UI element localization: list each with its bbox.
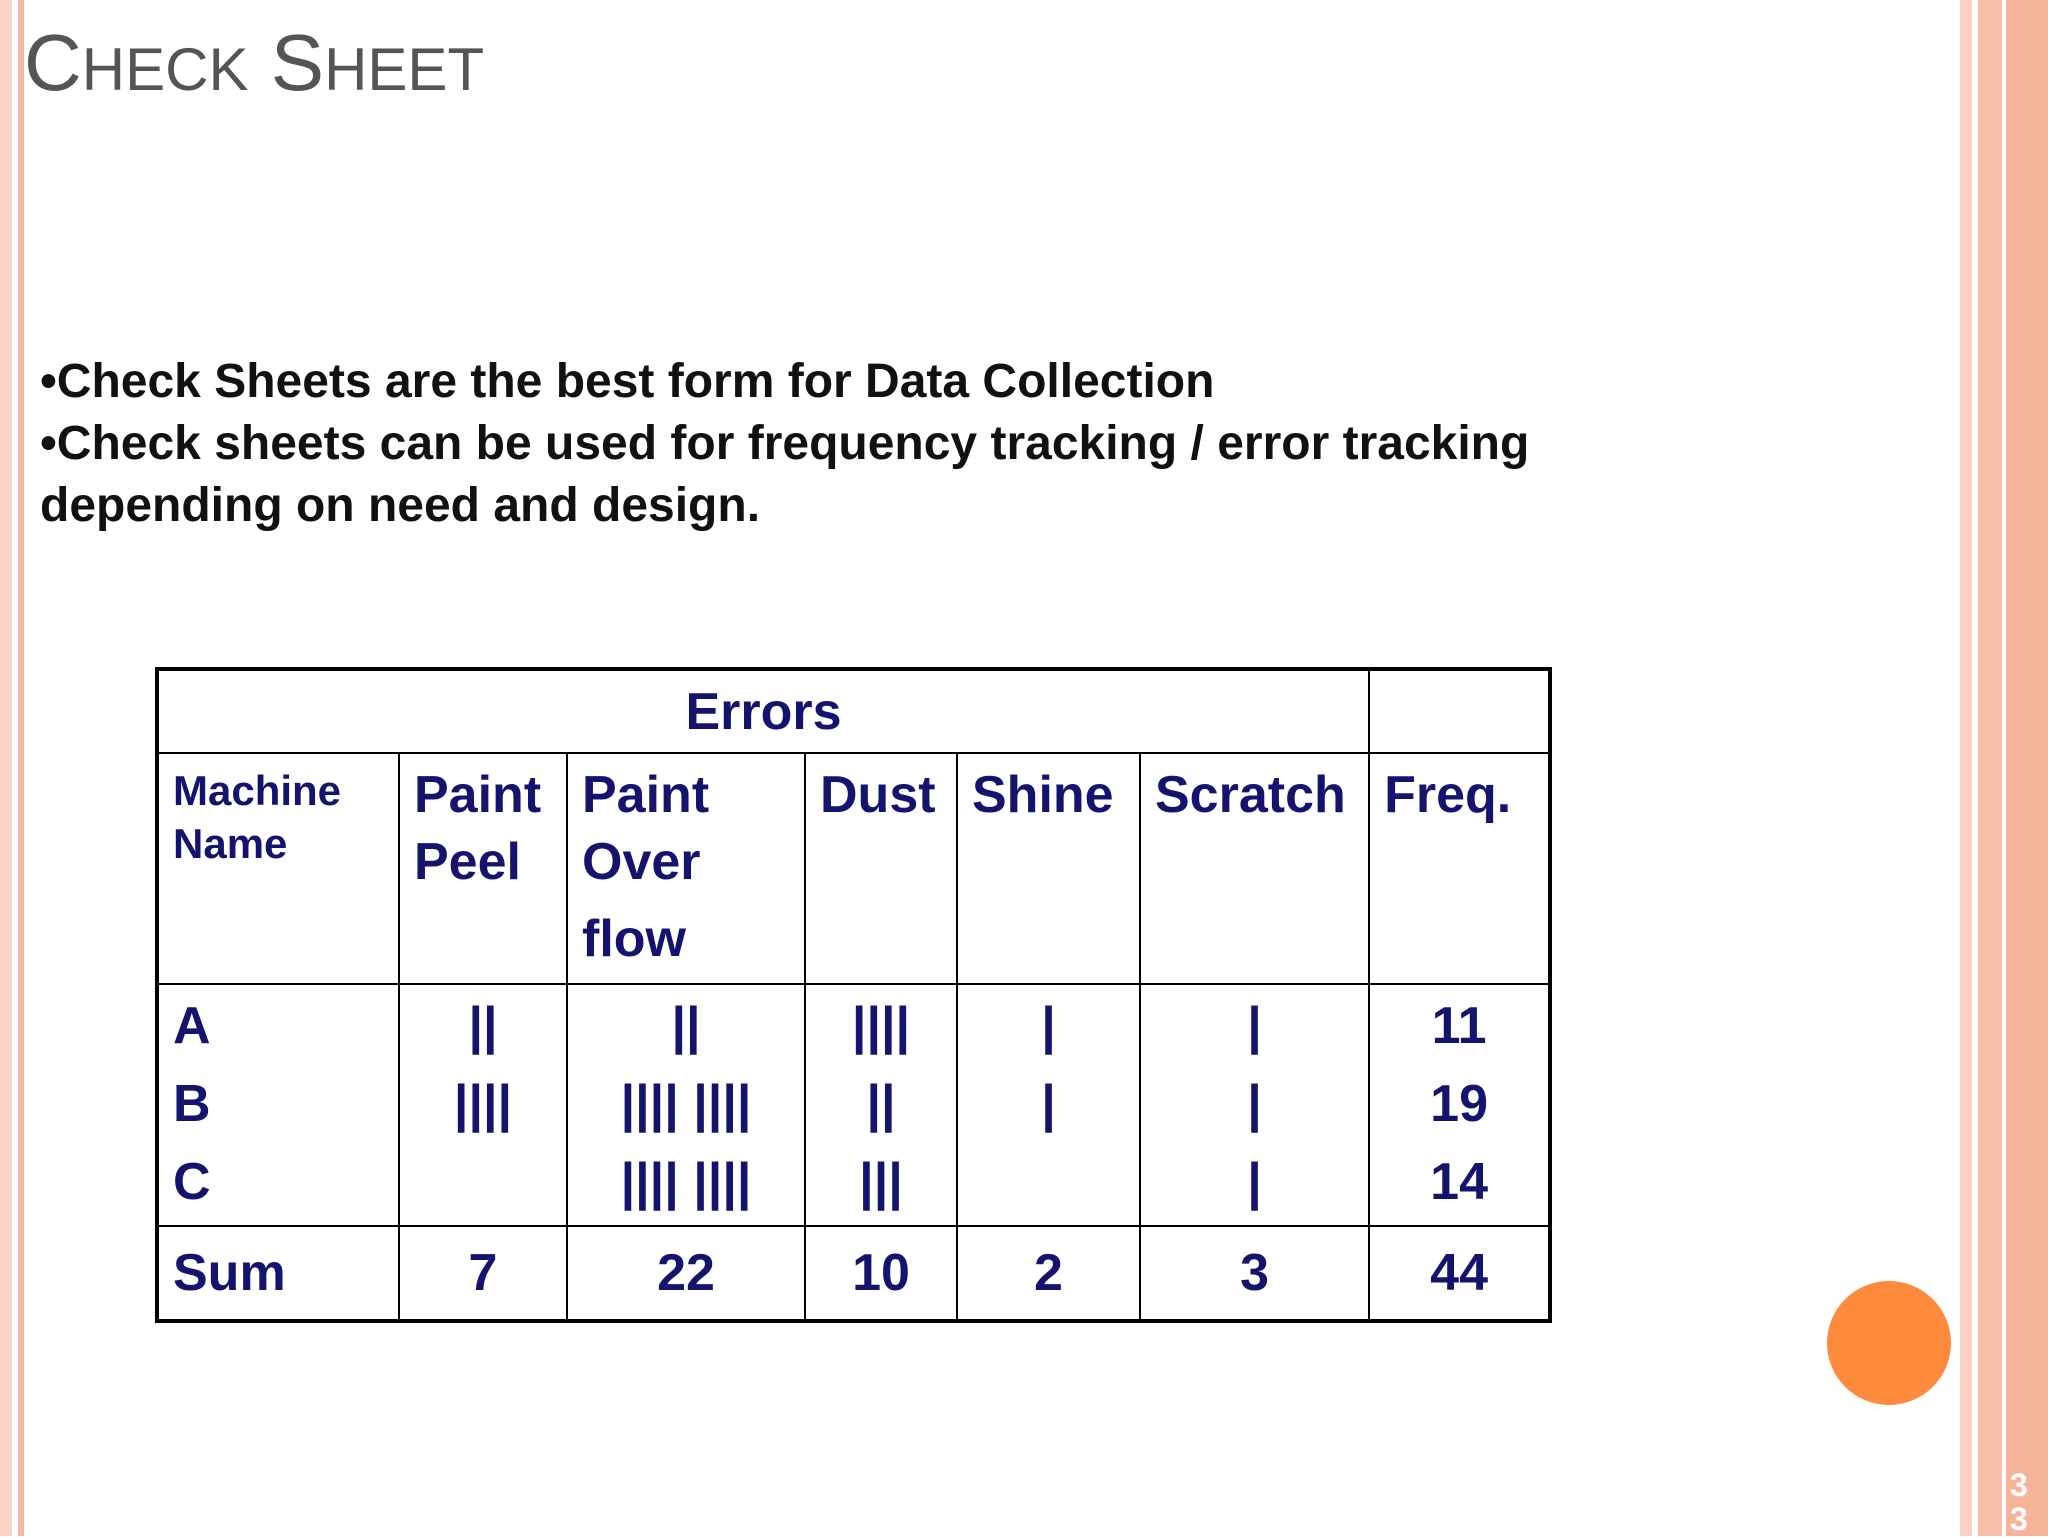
freq-value: 14 [1430,1153,1488,1211]
check-sheet-table [155,667,1552,1323]
paint-peel-tally-cell [399,984,567,1226]
sum-row [157,1226,1550,1321]
sum-shine: 2 [957,1226,1140,1321]
right-border-band-inner [2006,0,2048,1536]
machine-name-header: Machine Name [157,753,399,984]
sum-scratch: 3 [1140,1226,1369,1321]
freq-value: 19 [1430,1075,1488,1133]
paint-over-flow-header: Paint Over flow [567,753,805,984]
sum-paint-peel: 7 [399,1226,567,1321]
right-border-band-main [1978,0,2002,1536]
tally-mark: || [468,997,498,1055]
tally-mark: |||| [453,1075,513,1133]
tally-mark: | [1247,1075,1262,1133]
scratch-tally-cell [1140,984,1369,1226]
tally-mark: |||| |||| [620,1075,752,1133]
paint-peel-header: Paint Peel [399,753,567,984]
dust-header: Dust [805,753,957,984]
tally-mark: |||| [851,997,911,1055]
tally-mark: | [1041,1075,1056,1133]
left-border-stripe [0,0,12,1536]
tally-mark: | [1247,997,1262,1055]
right-border-band-outer [1960,0,1972,1536]
shine-header: Shine [957,753,1140,984]
tally-mark: |||| |||| [620,1153,752,1211]
tally-mark: | [1041,997,1056,1055]
left-border-line [18,0,24,1536]
paint-over-flow-tally-cell [567,984,805,1226]
bullet-item: •Check Sheets are the best form for Data Collection [40,355,1215,408]
tally-mark: | [1247,1153,1262,1211]
freq-header: Freq. [1369,753,1550,984]
machine-label: C [173,1153,211,1211]
slide-title: CHECK SHEET [24,18,485,107]
errors-group-header: Errors [157,669,1369,753]
bullet-list [40,351,1700,537]
tally-mark: || [866,1075,896,1133]
column-header-row [157,753,1550,984]
tally-mark [958,1143,1139,1221]
sum-label: Sum [157,1226,399,1321]
tally-mark: ||| [859,1153,903,1211]
group-header-row [157,669,1550,753]
empty-header-cell [1369,669,1550,753]
sum-dust: 10 [805,1226,957,1321]
tally-row [157,984,1550,1226]
tally-mark [400,1143,566,1221]
sum-freq: 44 [1369,1226,1550,1321]
freq-values-cell [1369,984,1550,1226]
decorative-orange-circle [1827,1281,1951,1405]
machine-label: A [173,997,211,1055]
scratch-header: Scratch [1140,753,1369,984]
tally-mark: || [671,997,701,1055]
bullet-item: •Check sheets can be used for frequency tracking / error tracking depending on need and design. [40,417,1530,532]
freq-value: 11 [1431,997,1487,1055]
machine-labels-cell [157,984,399,1226]
machine-label: B [173,1075,211,1133]
dust-tally-cell [805,984,957,1226]
slide-page-number: 3 3 [2010,1467,2028,1537]
shine-tally-cell [957,984,1140,1226]
sum-paint-over-flow: 22 [567,1226,805,1321]
